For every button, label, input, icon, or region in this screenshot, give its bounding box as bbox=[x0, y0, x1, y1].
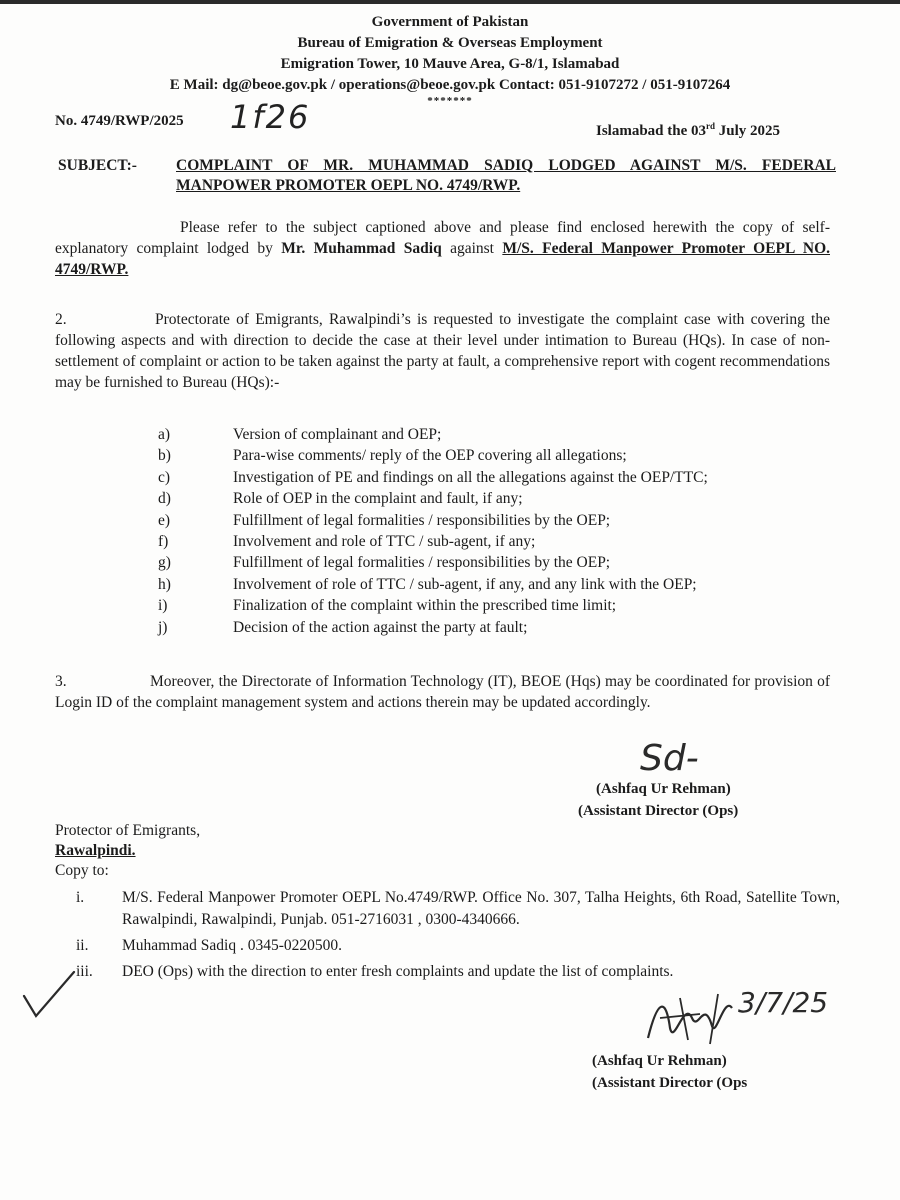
list-item bbox=[158, 552, 838, 573]
letterhead-contact: E Mail: dg@beoe.gov.pk / operations@beoe.gov.pk Contact: 051-9107272 / 051-9107264 bbox=[169, 77, 731, 93]
para2-text: Protectorate of Emigrants, Rawalpindi’s is requested to investigate the complaint case with covering the following aspects and with direction to decide the case at their level under intimation to Bureau (HQs). In case of non-settlement of complaint or action to be taken against the party at fault, a comprehensive report with cogent recommendations may be furnished to Bureau (HQs):- bbox=[55, 311, 830, 391]
list-letter: d) bbox=[158, 490, 171, 508]
para2-number: 2. bbox=[55, 311, 67, 328]
top-border bbox=[0, 0, 900, 4]
list-letter: e) bbox=[158, 511, 171, 529]
list-letter: a) bbox=[158, 426, 171, 443]
list-text: Investigation of PE and findings on all the allegations against the OEP/TTC; bbox=[233, 468, 708, 486]
list-item bbox=[158, 510, 838, 531]
addressee-office: Protector of Emigrants, bbox=[55, 822, 201, 839]
copy-numeral: i. bbox=[76, 889, 85, 906]
aspects-list bbox=[158, 424, 838, 638]
list-text: Version of complainant and OEP; bbox=[233, 426, 442, 443]
para3-number: 3. bbox=[55, 673, 67, 690]
list-text: Role of OEP in the complaint and fault, if any; bbox=[233, 490, 523, 508]
signatory-name: (Ashfaq Ur Rehman) bbox=[592, 1053, 727, 1069]
list-item bbox=[158, 445, 838, 466]
copy-numeral: ii. bbox=[76, 937, 89, 954]
list-letter: j) bbox=[158, 618, 168, 636]
para1-oep: M/S. Federal Manpower Promoter OEPL NO. 4749/RWP. bbox=[55, 240, 830, 278]
list-text: Decision of the action against the party at fault; bbox=[233, 618, 528, 636]
list-text: Involvement and role of TTC / sub-agent, if any; bbox=[233, 533, 536, 551]
date-month-year: July 2025 bbox=[715, 123, 781, 139]
list-letter: i) bbox=[158, 597, 168, 615]
subject-text: COMPLAINT OF MR. MUHAMMAD SADIQ LODGED AGAINST M/S. FEDERAL MANPOWER PROMOTER OEPL NO. 4749/RWP. bbox=[176, 157, 836, 194]
list-text: Involvement of role of TTC / sub-agent, if any, and any link with the OEP; bbox=[233, 575, 697, 593]
signatory-name: (Ashfaq Ur Rehman) bbox=[596, 781, 731, 797]
list-letter: c) bbox=[158, 468, 171, 486]
list-letter: g) bbox=[158, 554, 171, 572]
letterhead bbox=[60, 12, 840, 106]
list-text: Finalization of the complaint within the prescribed time limit; bbox=[233, 597, 617, 615]
signatory-title: (Assistant Director (Ops bbox=[592, 1075, 748, 1091]
signature-date: 3/7/25 bbox=[738, 986, 829, 1019]
reference-number: No. 4749/RWP/2025 bbox=[55, 113, 184, 129]
date-prefix: Islamabad the 03 bbox=[596, 123, 707, 139]
paragraph-3 bbox=[55, 671, 830, 713]
signature-scribble-icon bbox=[640, 988, 740, 1048]
list-text: Fulfillment of legal formalities / responsibilities by the OEP; bbox=[233, 511, 611, 529]
letterhead-stars: ******* bbox=[427, 95, 473, 107]
paragraph-2 bbox=[55, 309, 830, 393]
copy-text: DEO (Ops) with the direction to enter fresh complaints and update the list of complaints. bbox=[122, 963, 674, 980]
list-item bbox=[158, 531, 838, 552]
signature-mark: Sd- bbox=[640, 738, 699, 779]
date-suffix-sup: rd bbox=[706, 121, 716, 131]
copy-to-label: Copy to: bbox=[55, 862, 109, 879]
para1-text-a: Please refer to the subject captioned above and please find enclosed herewith the copy of self-explanatory complaint lodged by bbox=[55, 219, 830, 257]
copy-text: M/S. Federal Manpower Promoter OEPL No.4749/RWP. Office No. 307, Talha Heights, 6th Road, Satellite Town, Rawalpindi, Rawalpindi, Punjab. 051-2716031 , 0300-4340666. bbox=[122, 889, 840, 928]
signature-block-1 bbox=[578, 778, 808, 822]
list-item bbox=[158, 424, 838, 445]
letterhead-address: Emigration Tower, 10 Mauve Area, G-8/1, Islamabad bbox=[280, 56, 620, 72]
list-letter: f) bbox=[158, 533, 169, 551]
list-text: Para-wise comments/ reply of the OEP covering all allegations; bbox=[233, 447, 627, 465]
addressee-block bbox=[55, 821, 200, 881]
copy-item bbox=[70, 961, 840, 983]
addressee-city: Rawalpindi. bbox=[55, 842, 136, 859]
copy-item bbox=[70, 887, 840, 931]
list-item bbox=[158, 467, 838, 488]
para1-text-b: against bbox=[441, 240, 503, 257]
copy-numeral: iii. bbox=[76, 963, 93, 980]
list-item bbox=[158, 488, 838, 509]
letterhead-bureau: Bureau of Emigration & Overseas Employment bbox=[297, 35, 603, 51]
copy-to-list bbox=[70, 887, 840, 987]
list-item bbox=[158, 595, 838, 616]
letterhead-government: Government of Pakistan bbox=[371, 14, 529, 30]
signatory-title: (Assistant Director (Ops) bbox=[578, 803, 739, 819]
subject-label: SUBJECT:- bbox=[58, 157, 137, 174]
tick-mark-icon bbox=[20, 968, 80, 1028]
para1-indent bbox=[55, 219, 180, 236]
list-item bbox=[158, 617, 838, 638]
list-letter: h) bbox=[158, 575, 171, 593]
copy-text: Muhammad Sadiq . 0345-0220500. bbox=[122, 937, 342, 954]
copy-item bbox=[70, 935, 840, 957]
handwritten-diary-number: 1f26 bbox=[230, 98, 311, 136]
list-item bbox=[158, 574, 838, 595]
list-letter: b) bbox=[158, 447, 171, 465]
signature-block-2 bbox=[592, 1050, 822, 1094]
paragraph-1 bbox=[55, 217, 830, 280]
para3-text: Moreover, the Directorate of Information Technology (IT), BEOE (Hqs) may be coordinated for provision of Login ID of the complaint management system and actions therein may be updated accordingly. bbox=[55, 673, 830, 711]
list-text: Fulfillment of legal formalities / responsibilities by the OEP; bbox=[233, 554, 611, 572]
letter-date bbox=[596, 121, 780, 140]
para1-complainant: Mr. Muhammad Sadiq bbox=[281, 240, 442, 257]
